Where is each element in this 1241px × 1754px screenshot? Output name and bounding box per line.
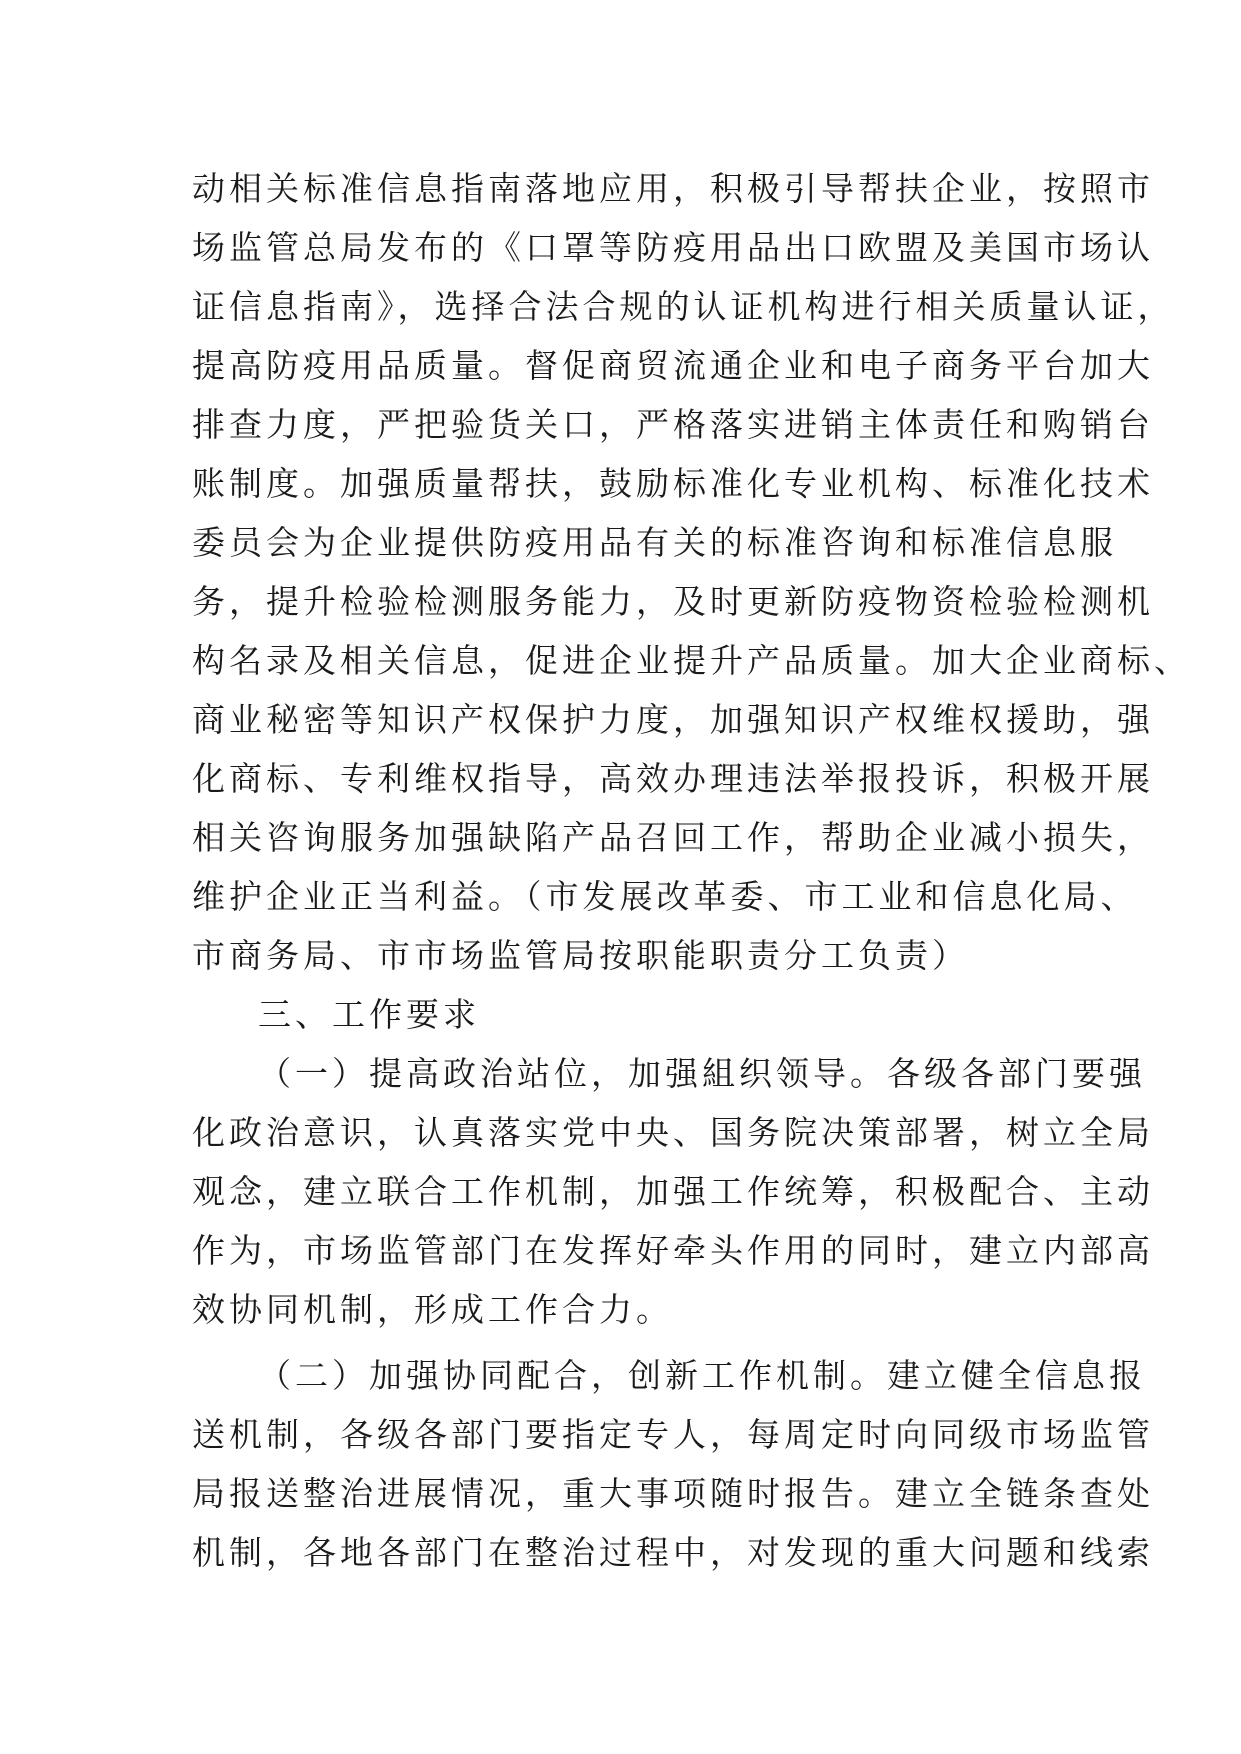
body-line: 作为，市场监管部门在发挥好牵头作用的同时，建立内部高 <box>192 1231 1154 1270</box>
body-line: 动相关标准信息指南落地应用，积极引导帮扶企业，按照市 <box>192 169 1154 208</box>
body-line: 市商务局、市市场监管局按职能职责分工负责） <box>192 936 969 975</box>
body-line: 机制，各地各部门在整治过程中，对发现的重大问题和线索 <box>192 1533 1154 1572</box>
body-line: 务，提升检验检测服务能力，及时更新防疫物资检验检测机 <box>192 582 1154 621</box>
body-line: 商业秘密等知识产权保护力度，加强知识产权维权援助，强 <box>192 700 1154 739</box>
body-line: 账制度。加强质量帮扶，鼓励标准化专业机构、标准化技术 <box>192 464 1154 503</box>
paragraph-first-line: （一）提高政治站位，加强組织领导。各级各部门要强 <box>258 1054 1146 1093</box>
body-line: 送机制，各级各部门要指定专人，每周定时向同级市场监管 <box>192 1415 1154 1454</box>
body-line: 效协同机制，形成工作合力。 <box>192 1290 673 1329</box>
body-line: 化商标、专利维权指导，高效办理违法举报投诉，积极开展 <box>192 759 1154 798</box>
body-line: 化政治意识，认真落实党中央、国务院决策部署，树立全局 <box>192 1113 1154 1152</box>
body-line: 提高防疫用品质量。督促商贸流通企业和电子商务平台加大 <box>192 346 1154 385</box>
body-line: 场监管总局发布的《口罩等防疫用品出口欧盟及美国市场认 <box>192 228 1154 267</box>
body-line: 相关咨询服务加强缺陷产品召回工作，帮助企业减小损失， <box>192 818 1154 857</box>
body-line: 维护企业正当利益。（市发展改革委、市工业和信息化局、 <box>192 877 1138 916</box>
document-body <box>192 159 1191 1582</box>
paragraph-first-line: （二）加强协同配合，创新工作机制。建立健全信息报 <box>258 1356 1146 1395</box>
section-heading: 三、工作要求 <box>258 995 480 1034</box>
body-line: 构名录及相关信息，促进企业提升产品质量。加大企业商标、 <box>192 641 1191 680</box>
body-line: 局报送整治进展情况，重大事项随时报告。建立全链条查处 <box>192 1474 1154 1513</box>
body-line: 委员会为企业提供防疫用品有关的标准咨询和标准信息服 <box>192 523 1117 562</box>
body-line: 排查力度，严把验货关口，严格落实进销主体责任和购销台 <box>192 405 1154 444</box>
body-line: 证信息指南》，选择合法合规的认证机构进行相关质量认证， <box>192 287 1175 326</box>
body-line: 观念，建立联合工作机制，加强工作统筹，积极配合、主动 <box>192 1172 1154 1211</box>
